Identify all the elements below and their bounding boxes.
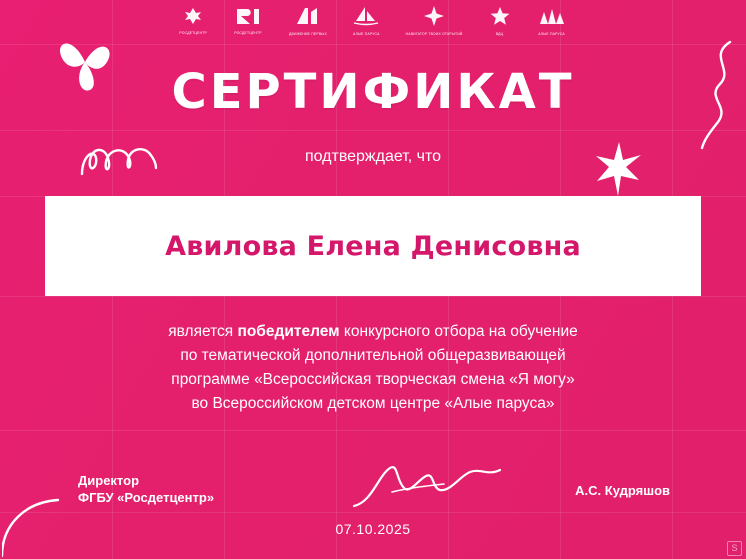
body-line-1-bold: победителем [237, 323, 340, 340]
body-line-1-suffix: конкурсного отбора на обучение [339, 323, 578, 340]
logo-caption: ДВИЖЕНИЕ ПЕРВЫХ [288, 32, 327, 36]
body-line-1 [60, 320, 686, 344]
director-role-line1: Директор [78, 473, 140, 488]
body-line-2: по тематической дополнительной общеразвивающей [180, 347, 566, 364]
certificate-body-text [60, 320, 686, 416]
signature-icon [348, 458, 508, 517]
rosdetcentr-emblem-icon [179, 7, 207, 35]
movement-first-icon [289, 6, 327, 36]
watermark-badge: S [727, 541, 742, 556]
logo-caption: ВДЦ [495, 32, 504, 36]
logo-caption: НАВИГАТОР ТВОИХ ОТКРЫТИЙ [405, 32, 463, 36]
partner-logo-strip [0, 4, 746, 38]
camp-building-icon [537, 6, 567, 36]
navigator-compass-icon [406, 6, 463, 36]
signer-name: А.С. Кудряшов [575, 483, 670, 498]
body-line-4: во Всероссийском детском центре «Алые паруса» [191, 395, 555, 412]
director-role-line2: ФГБУ «Росдетцентр» [78, 490, 215, 505]
certificate-subtitle: подтверждает, что [304, 148, 442, 165]
recipient-nameplate [45, 196, 701, 296]
director-block [78, 472, 214, 506]
body-line-3: программе «Всероссийская творческая смена «Я могу» [171, 371, 575, 388]
issue-date: 07.10.2025 [335, 521, 411, 537]
page-title: СЕРТИФИКАТ [171, 64, 575, 120]
body-line-1-prefix: является [168, 323, 238, 340]
logo-caption: АЛЫЕ ПАРУСА [538, 32, 565, 36]
rosdetcentr-wordmark-icon [233, 7, 263, 35]
recipient-name: Авилова Елена Денисовна [165, 230, 581, 262]
vdc-star-icon [489, 6, 511, 36]
logo-caption: РОСДЕТЦЕНТР [234, 31, 262, 35]
alye-parusa-sail-icon [353, 6, 380, 36]
logo-caption: АЛЫЕ ПАРУСА [352, 32, 380, 36]
logo-caption: РОСДЕТЦЕНТР [179, 31, 207, 35]
